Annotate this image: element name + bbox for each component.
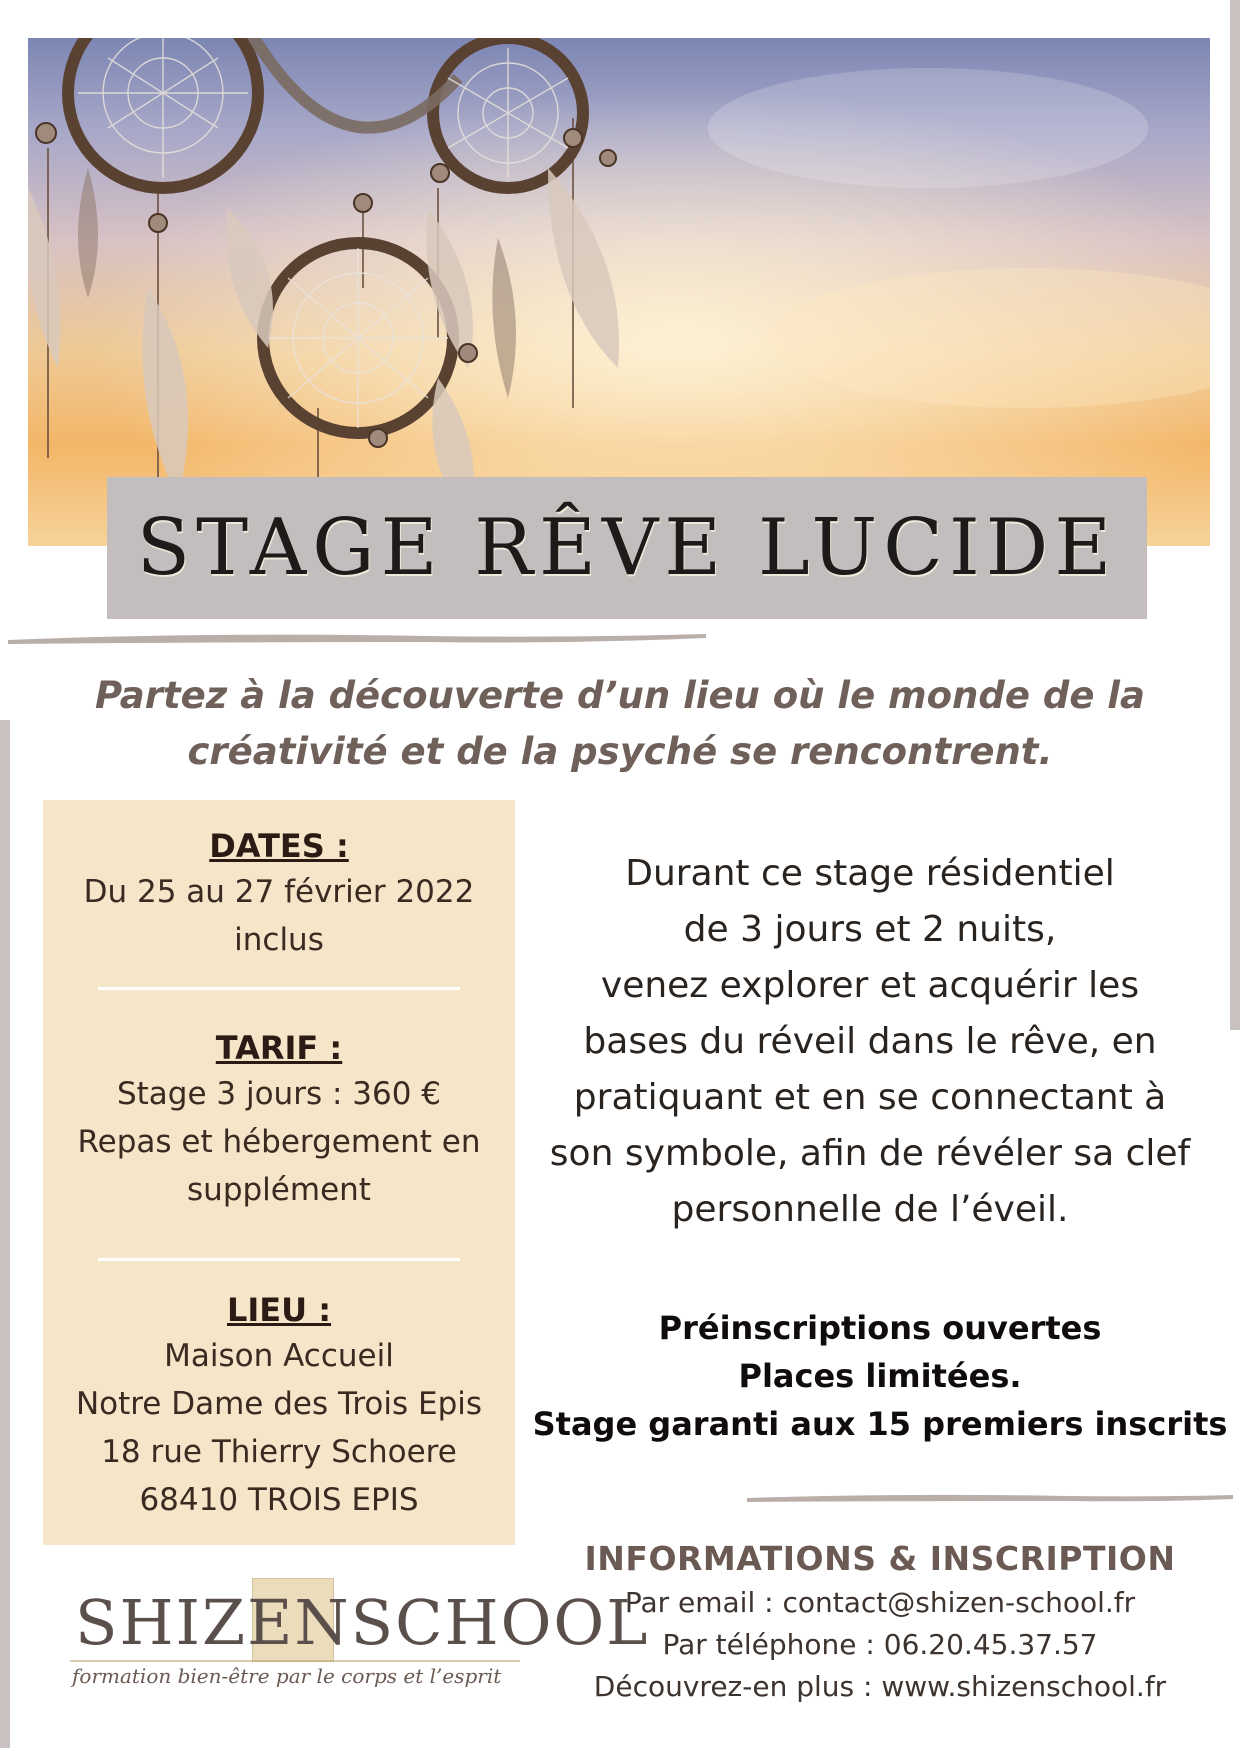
description <box>530 846 1210 1238</box>
tarif-section <box>43 1026 515 1214</box>
prereg-line: Stage garanti aux 15 premiers inscrits <box>532 1405 1228 1443</box>
contact-title: INFORMATIONS & INSCRIPTION <box>584 1539 1176 1578</box>
info-panel <box>43 800 515 1545</box>
shizen-school-logo <box>70 1578 650 1698</box>
tarif-line: supplément <box>187 1172 371 1208</box>
prereg-line: Préinscriptions ouvertes <box>658 1309 1102 1347</box>
subtitle-line-2: créativité et de la psyché se rencontrent. <box>187 730 1053 773</box>
hero-dreamcatcher-image <box>28 38 1210 546</box>
contact-email[interactable]: Par email : contact@shizen-school.fr <box>624 1586 1136 1619</box>
contact-phone[interactable]: Par téléphone : 06.20.45.37.57 <box>662 1628 1098 1661</box>
lieu-section <box>43 1288 515 1524</box>
brush-divider-bottom <box>745 1490 1235 1506</box>
contact-section <box>565 1536 1195 1708</box>
dates-line: inclus <box>234 922 324 958</box>
lieu-line: 68410 TROIS EPIS <box>139 1482 419 1518</box>
logo-tagline: formation bien-être par le corps et l’esprit <box>72 1664 502 1688</box>
logo-underline <box>70 1660 520 1662</box>
contact-website[interactable]: Découvrez-en plus : www.shizenschool.fr <box>593 1670 1167 1703</box>
page-title: STAGE RÊVE LUCIDE <box>136 503 1118 593</box>
tarif-line: Stage 3 jours : 360 € <box>116 1076 442 1112</box>
prereg-line: Places limitées. <box>738 1357 1022 1395</box>
description-line: Durant ce stage résidentiel <box>625 853 1115 894</box>
description-line: de 3 jours et 2 nuits, <box>683 909 1057 950</box>
description-line: pratiquant et en se connectant à <box>573 1077 1167 1118</box>
lieu-line: Maison Accueil <box>164 1338 394 1374</box>
left-accent-bar <box>0 720 10 1748</box>
dreamcatcher-illustration <box>28 38 1210 546</box>
description-line: venez explorer et acquérir les <box>600 965 1140 1006</box>
lieu-line: Notre Dame des Trois Epis <box>75 1386 483 1422</box>
section-divider <box>98 987 460 990</box>
brush-divider-top <box>6 628 706 650</box>
description-line: bases du réveil dans le rêve, en <box>583 1021 1157 1062</box>
dates-title: DATES : <box>209 827 349 865</box>
title-banner <box>107 477 1147 619</box>
dates-section <box>43 824 515 964</box>
subtitle <box>60 668 1180 780</box>
tarif-title: TARIF : <box>215 1029 343 1067</box>
subtitle-line-1: Partez à la découverte d’un lieu où le monde de la <box>95 674 1145 717</box>
logo-name: SHIZENSCHOOL <box>75 1586 650 1659</box>
dates-line: Du 25 au 27 février 2022 <box>83 874 475 910</box>
lieu-line: 18 rue Thierry Schoere <box>101 1434 457 1470</box>
section-divider <box>98 1258 460 1261</box>
preregistration-notice <box>530 1304 1230 1448</box>
description-line: personnelle de l’éveil. <box>671 1189 1069 1230</box>
right-accent-bar <box>1230 0 1240 1030</box>
tarif-line: Repas et hébergement en <box>77 1124 481 1160</box>
lieu-title: LIEU : <box>226 1291 332 1329</box>
description-line: son symbole, afin de révéler sa clef <box>549 1133 1191 1174</box>
